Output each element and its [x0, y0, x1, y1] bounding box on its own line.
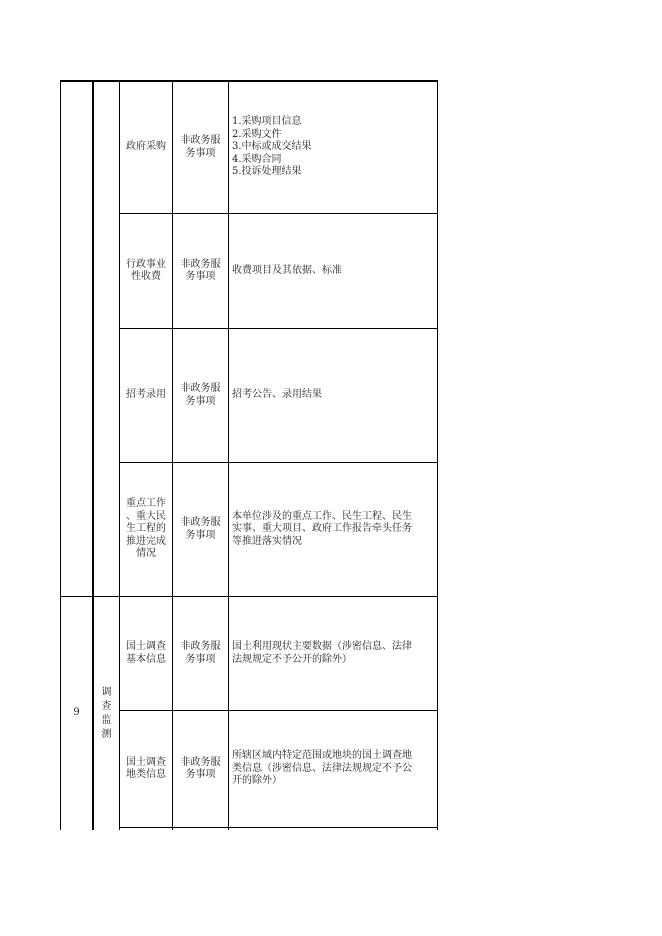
item-name: 招考录用 — [126, 389, 166, 401]
table-row-type — [173, 597, 228, 710]
item-name: 行政事业 性收费 — [126, 258, 166, 282]
item-content: 1.采购项目信息 2.采购文件 3.中标或成交结果 4.采购合同 5.投诉处理结果 — [232, 116, 312, 178]
item-type: 非政务服 务事项 — [180, 517, 221, 541]
group-number: 9 — [73, 707, 80, 719]
row-divider — [120, 827, 438, 828]
table-row-type — [173, 463, 228, 596]
category-cell — [94, 597, 119, 830]
table-row-type — [173, 329, 228, 462]
item-type: 非政务服 务事项 — [180, 258, 221, 282]
item-type: 非政务服 务事项 — [180, 135, 221, 159]
item-name: 国土调查 地类信息 — [126, 756, 166, 780]
table-row-type — [173, 214, 228, 328]
table-row-item — [120, 329, 172, 462]
table-row-content — [229, 597, 437, 710]
item-content: 本单位涉及的重点工作、民生工程、民生 实事、重大项目、政府工作报告牵头任务 等推进落实情况 — [232, 510, 412, 547]
column-border — [437, 80, 438, 830]
table-row-content — [229, 82, 437, 213]
table-row-content — [229, 214, 437, 328]
item-type: 非政务服 务事项 — [180, 641, 221, 665]
table-row-item — [120, 597, 172, 710]
item-type: 非政务服 务事项 — [180, 383, 221, 407]
item-content: 招考公告、录用结果 — [232, 389, 322, 401]
table-row-item — [120, 463, 172, 596]
item-name: 重点工作 、重大民 生工程的 推进完成 情况 — [126, 498, 166, 560]
item-type: 非政务服 务事项 — [180, 756, 221, 780]
item-name: 国土调查 基本信息 — [126, 641, 166, 665]
table-row-content — [229, 329, 437, 462]
table-row-content — [229, 463, 437, 596]
item-content: 国土利用现状主要数据（涉密信息、法律 法规规定不予公开的除外） — [232, 641, 412, 665]
table-row-item — [120, 711, 172, 827]
table-row-item — [120, 214, 172, 328]
item-name: 政府采购 — [126, 141, 166, 153]
table-row-type — [173, 711, 228, 827]
group-number-cell — [61, 597, 92, 830]
table-row-content — [229, 711, 437, 827]
category-label: 调 查 监 测 — [101, 686, 112, 740]
table-row-type — [173, 82, 228, 213]
item-content: 所辖区域内特定范围或地块的国土调查地 类信息（涉密信息、法律法规规定不予公 开的除外） — [232, 750, 412, 787]
table-row-item — [120, 82, 172, 213]
item-content: 收费项目及其依据、标准 — [232, 264, 342, 276]
